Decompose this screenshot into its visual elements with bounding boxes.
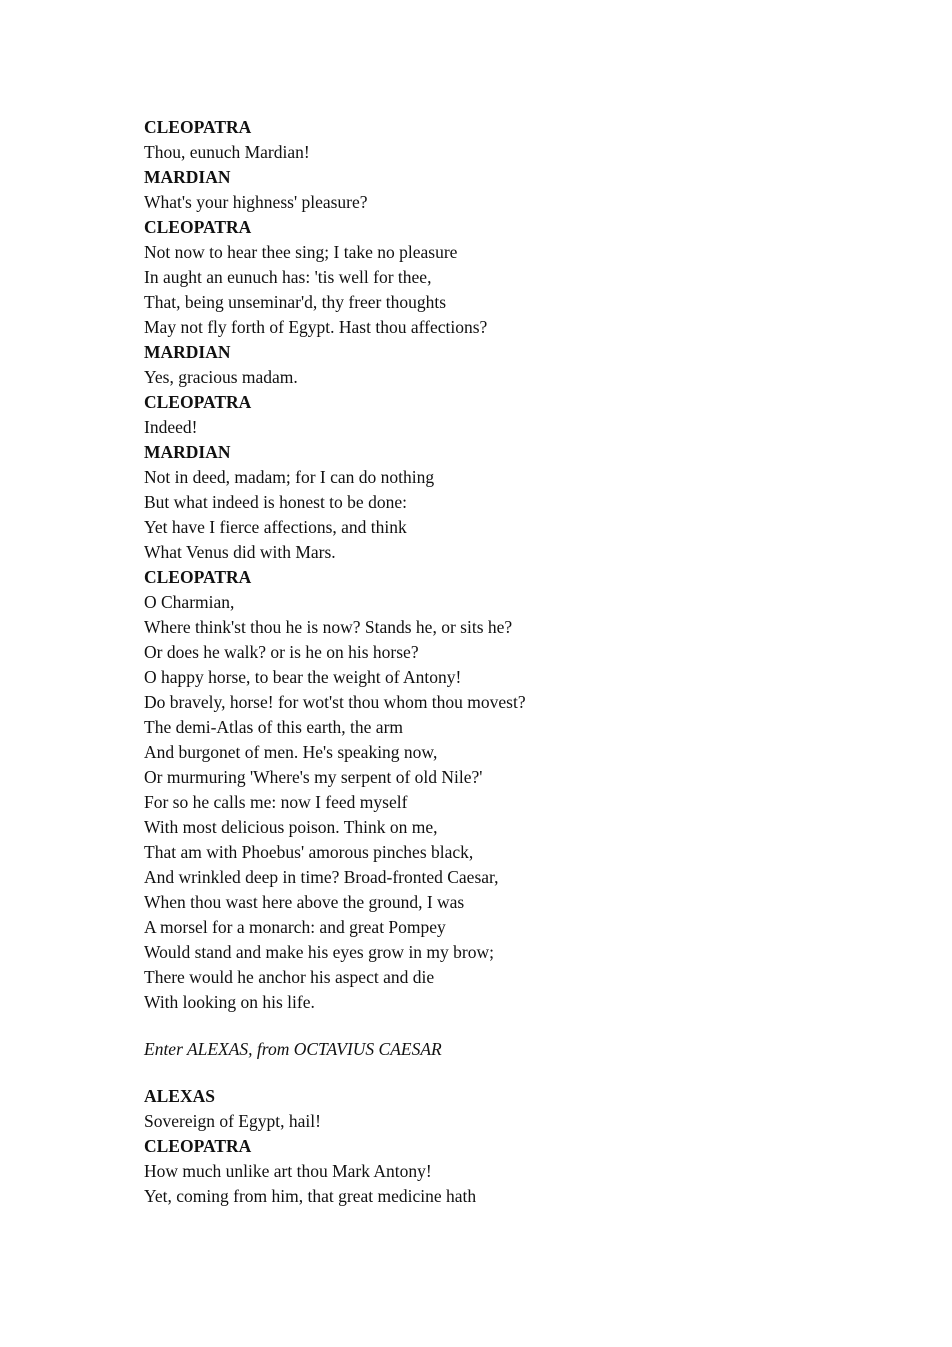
verse-line: What Venus did with Mars. [144,542,336,562]
verse-line: And wrinkled deep in time? Broad-fronted Caesar, [144,867,499,887]
speaker-name: CLEOPATRA [144,117,252,137]
stage-direction: Enter ALEXAS, from OCTAVIUS CAESAR [144,1039,442,1059]
speaker-name: CLEOPATRA [144,567,252,587]
verse-line: And burgonet of men. He's speaking now, [144,742,438,762]
verse-line: Yet have I fierce affections, and think [144,517,407,537]
verse-line: Indeed! [144,417,198,437]
verse-line: Would stand and make his eyes grow in my brow; [144,942,494,962]
verse-line: A morsel for a monarch: and great Pompey [144,917,446,937]
verse-line: Or murmuring 'Where's my serpent of old Nile?' [144,767,483,787]
verse-line: But what indeed is honest to be done: [144,492,407,512]
speaker-name: CLEOPATRA [144,217,252,237]
speaker-name: MARDIAN [144,342,231,362]
verse-line: Not in deed, madam; for I can do nothing [144,467,435,487]
verse-line: For so he calls me: now I feed myself [144,792,408,812]
verse-line: In aught an eunuch has: 'tis well for thee, [144,267,432,287]
verse-line: O Charmian, [144,592,235,612]
verse-line: The demi-Atlas of this earth, the arm [144,717,404,737]
verse-line: That am with Phoebus' amorous pinches black, [144,842,474,862]
dialogue-section-1 [144,115,844,1015]
verse-line: When thou wast here above the ground, I was [144,892,465,912]
verse-line: Thou, eunuch Mardian! [144,142,310,162]
speaker-name: MARDIAN [144,442,231,462]
verse-line: Or does he walk? or is he on his horse? [144,642,419,662]
play-text [144,115,844,1209]
verse-line: That, being unseminar'd, thy freer thoughts [144,292,447,312]
speaker-name: MARDIAN [144,167,231,187]
verse-line: Yes, gracious madam. [144,367,298,387]
verse-line: There would he anchor his aspect and die [144,967,435,987]
verse-line: Yet, coming from him, that great medicine hath [144,1186,477,1206]
dialogue-section-2 [144,1084,844,1209]
verse-line: Not now to hear thee sing; I take no pleasure [144,242,458,262]
verse-line: With looking on his life. [144,992,315,1012]
verse-line: Sovereign of Egypt, hail! [144,1111,321,1131]
verse-line: What's your highness' pleasure? [144,192,368,212]
verse-line: May not fly forth of Egypt. Hast thou affections? [144,317,488,337]
verse-line: Do bravely, horse! for wot'st thou whom thou movest? [144,692,526,712]
verse-line: Where think'st thou he is now? Stands he, or sits he? [144,617,513,637]
verse-line: O happy horse, to bear the weight of Antony! [144,667,462,687]
verse-line: With most delicious poison. Think on me, [144,817,438,837]
speaker-name: CLEOPATRA [144,392,252,412]
verse-line: How much unlike art thou Mark Antony! [144,1161,432,1181]
speaker-name: CLEOPATRA [144,1136,252,1156]
speaker-name: ALEXAS [144,1086,215,1106]
